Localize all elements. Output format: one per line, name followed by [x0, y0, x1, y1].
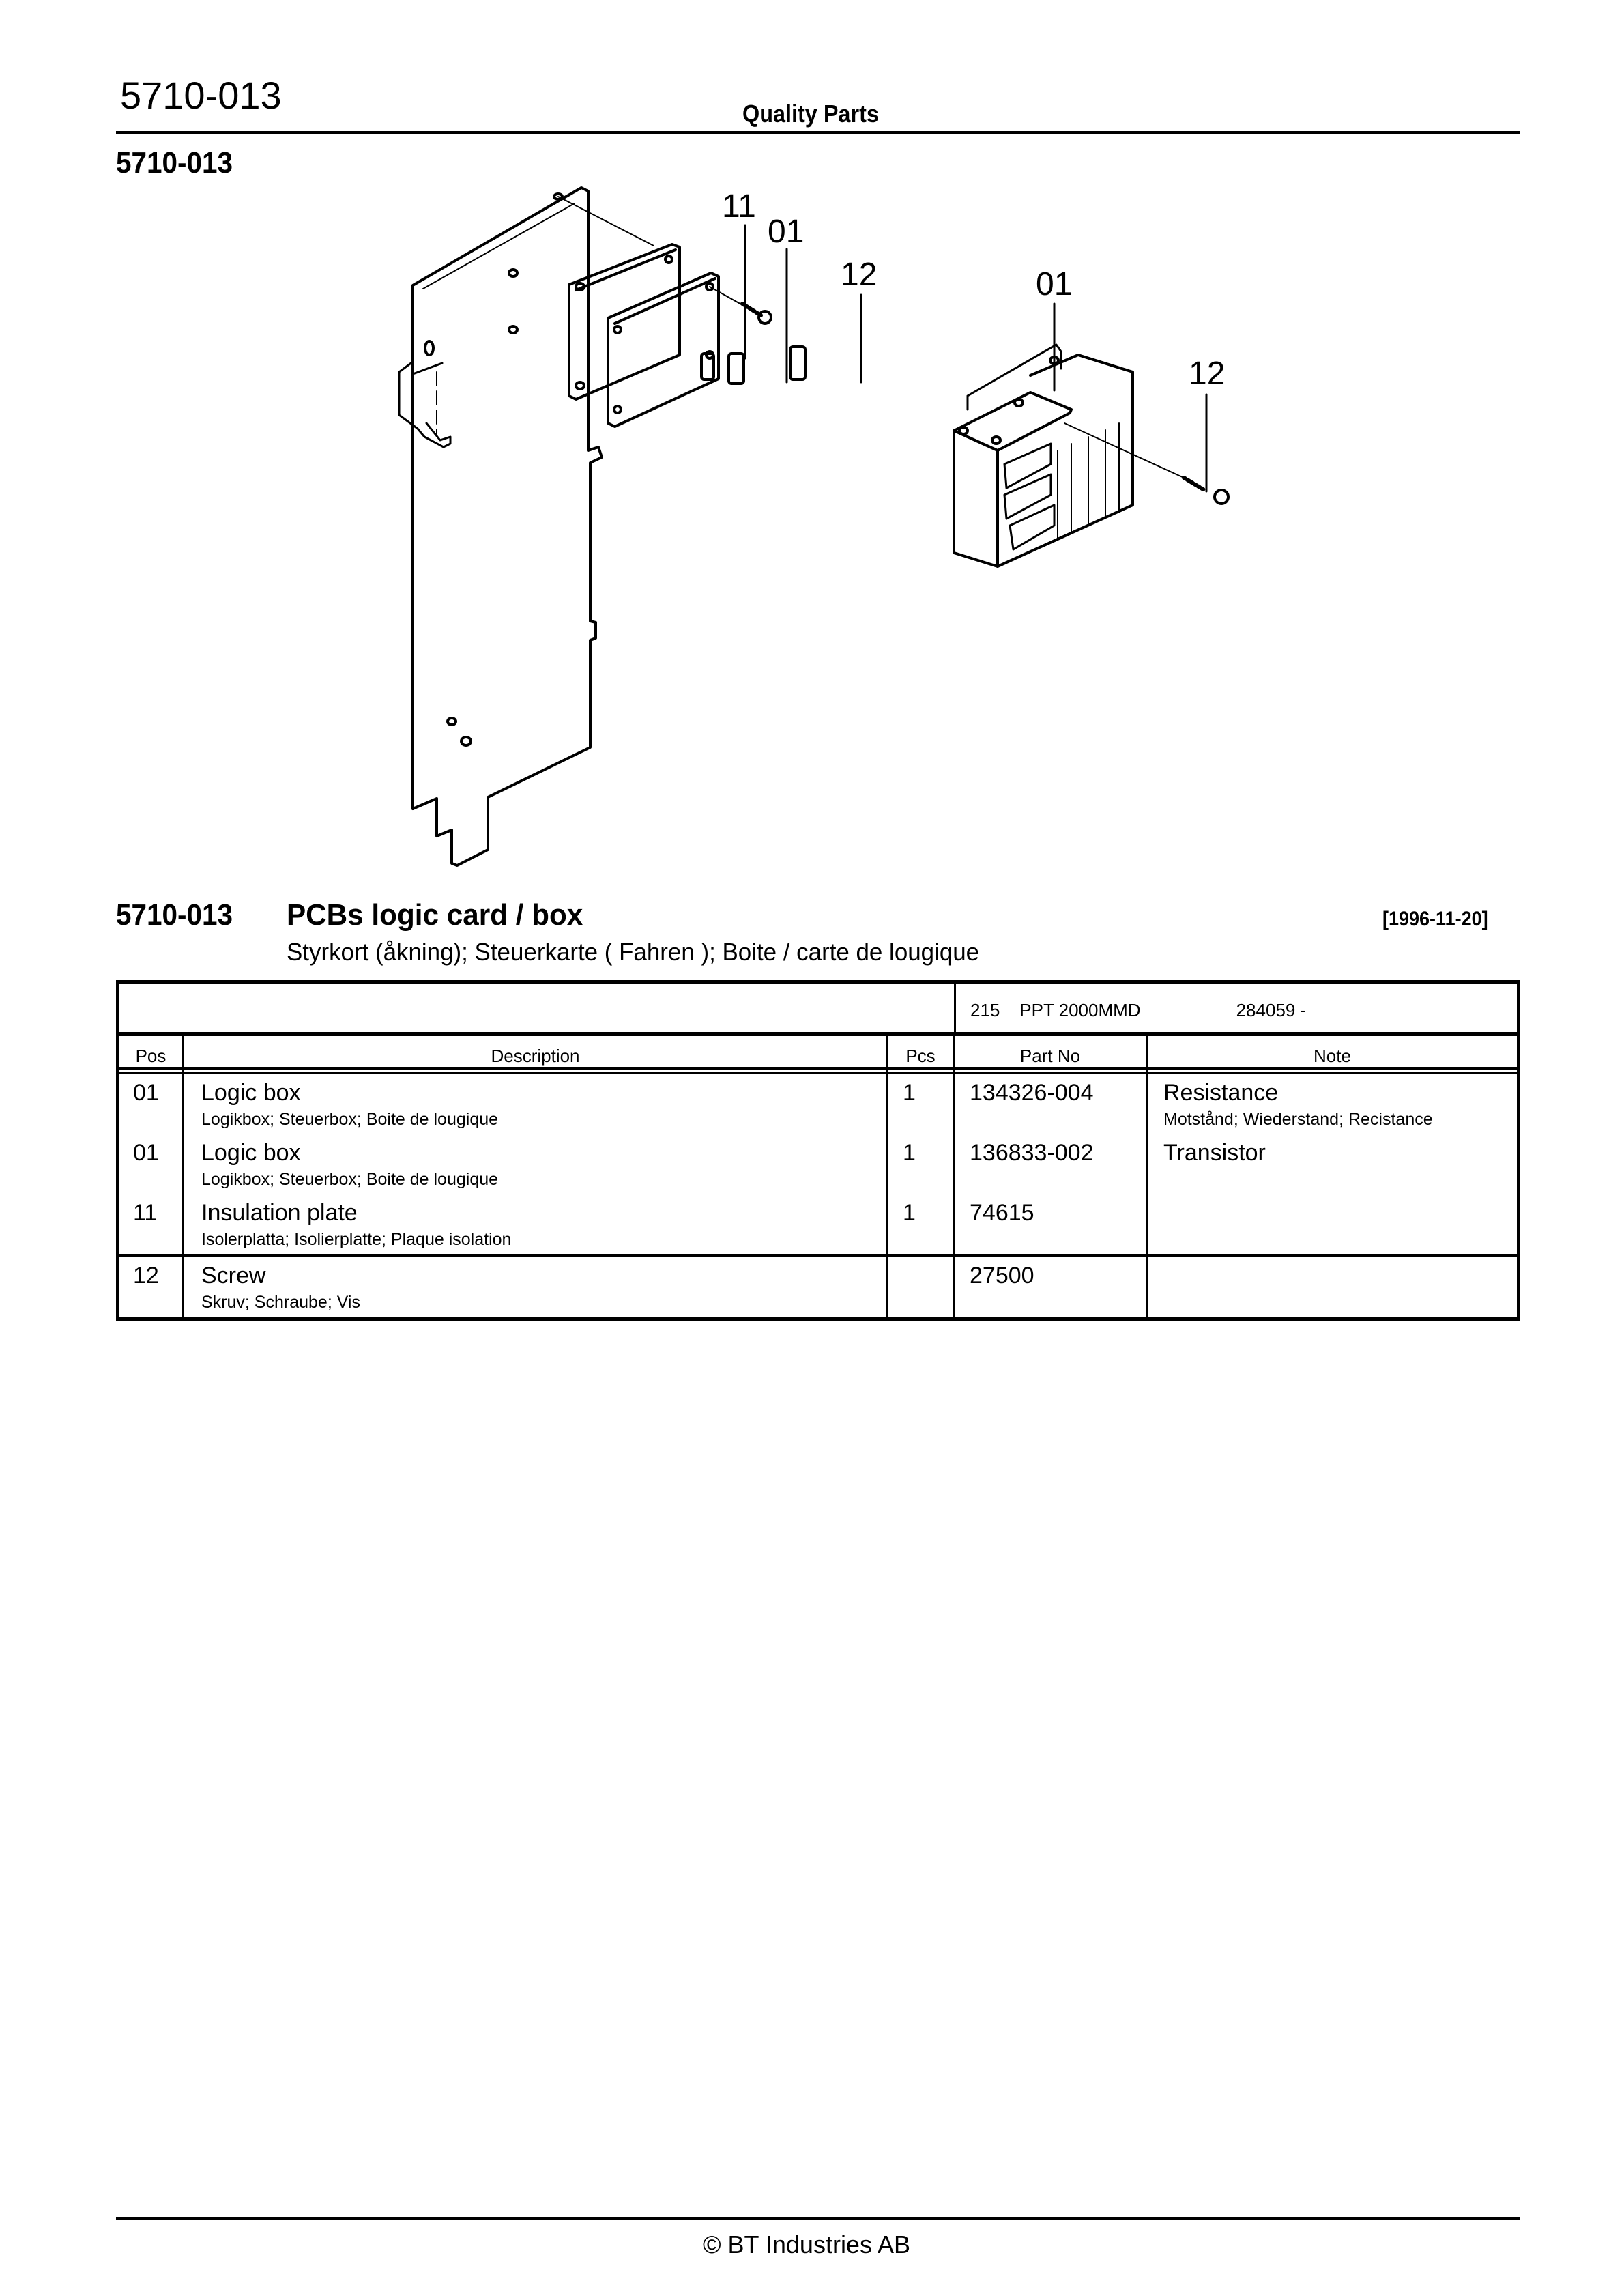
row-pos: 12 — [133, 1263, 159, 1289]
column-header-note: Note — [1314, 1046, 1351, 1066]
callout-12: 12 — [841, 257, 878, 293]
column-divider — [953, 1070, 955, 1072]
exploded-parts-diagram — [382, 177, 1269, 874]
section-code: 5710-013 — [116, 146, 233, 180]
column-divider — [182, 1070, 184, 1072]
part-group-subtitle: Styrkort (åkning); Steuerkarte ( Fahren ); Boite / carte de lougique — [287, 938, 980, 966]
row-note: Transistor — [1163, 1140, 1266, 1166]
row-part-no: 27500 — [970, 1263, 1034, 1289]
row-pos: 01 — [133, 1080, 159, 1106]
mounting-plate-drawing — [399, 188, 602, 865]
row-description-translations: Skruv; Schraube; Vis — [201, 1293, 360, 1312]
footer-rule — [116, 2217, 1520, 2220]
column-divider — [954, 984, 956, 1032]
row-description: Screw — [201, 1263, 266, 1289]
model-number: 215 — [970, 1000, 1000, 1020]
part-group-date: [1996-11-20] — [1382, 908, 1488, 930]
callout-01: 01 — [768, 214, 804, 250]
table-row — [119, 1074, 1517, 1134]
logic-box-drawing — [954, 345, 1133, 566]
row-description-translations: Logikbox; Steuerbox; Boite de lougique — [201, 1110, 499, 1129]
logic-card-drawing — [382, 273, 805, 427]
callout-12b: 12 — [1189, 356, 1226, 392]
table-group — [119, 1074, 1517, 1254]
footer-copyright: © BT Industries AB — [703, 2230, 910, 2258]
row-pcs: 1 — [903, 1080, 916, 1106]
row-pcs: 1 — [903, 1140, 916, 1166]
table-row — [119, 1194, 1517, 1254]
column-header-pos: Pos — [135, 1046, 166, 1066]
table-row — [119, 1134, 1517, 1194]
callout-11: 11 — [722, 188, 756, 225]
model-name: PPT 2000MMD — [1019, 1000, 1141, 1020]
row-pos: 11 — [133, 1200, 158, 1226]
document-header-title: Quality Parts — [742, 100, 879, 128]
row-pos: 01 — [133, 1140, 159, 1166]
row-part-no: 136833-002 — [970, 1140, 1094, 1166]
callout-01b: 01 — [1036, 266, 1073, 302]
row-part-no: 134326-004 — [970, 1080, 1094, 1106]
row-note-translations: Motstånd; Wiederstand; Recistance — [1163, 1110, 1433, 1129]
row-description: Logic box — [201, 1140, 301, 1166]
part-group-title: PCBs logic card / box — [287, 898, 583, 932]
row-description: Logic box — [201, 1080, 301, 1106]
model-serial: 284059 - — [1236, 1000, 1307, 1020]
table-header — [116, 1032, 1520, 1067]
column-header-part-no: Part No — [1019, 1046, 1081, 1066]
row-pcs: 1 — [903, 1200, 916, 1226]
row-note: Resistance — [1163, 1080, 1279, 1106]
row-description-translations: Isolerplatta; Isolierplatte; Plaque isolation — [201, 1230, 512, 1249]
part-group-code: 5710-013 — [116, 898, 233, 932]
table-row — [119, 1257, 1517, 1317]
document-code: 5710-013 — [120, 74, 282, 117]
column-header-pcs: Pcs — [905, 1046, 936, 1066]
row-description: Insulation plate — [201, 1200, 358, 1226]
column-divider — [886, 1070, 888, 1072]
header-rule — [116, 131, 1520, 134]
row-description-translations: Logikbox; Steuerbox; Boite de lougique — [201, 1170, 499, 1189]
table-group — [119, 1254, 1517, 1317]
column-header-description: Description — [491, 1046, 580, 1066]
insulation-plate-drawing — [569, 244, 680, 399]
header-double-rule — [116, 1067, 1520, 1074]
column-divider — [1146, 1070, 1148, 1072]
model-info-row — [116, 980, 1520, 1032]
parts-table — [116, 980, 1520, 1321]
leader-line — [558, 197, 654, 246]
table-body — [116, 1074, 1520, 1321]
model-info — [970, 1000, 1306, 1021]
row-part-no: 74615 — [970, 1200, 1034, 1226]
